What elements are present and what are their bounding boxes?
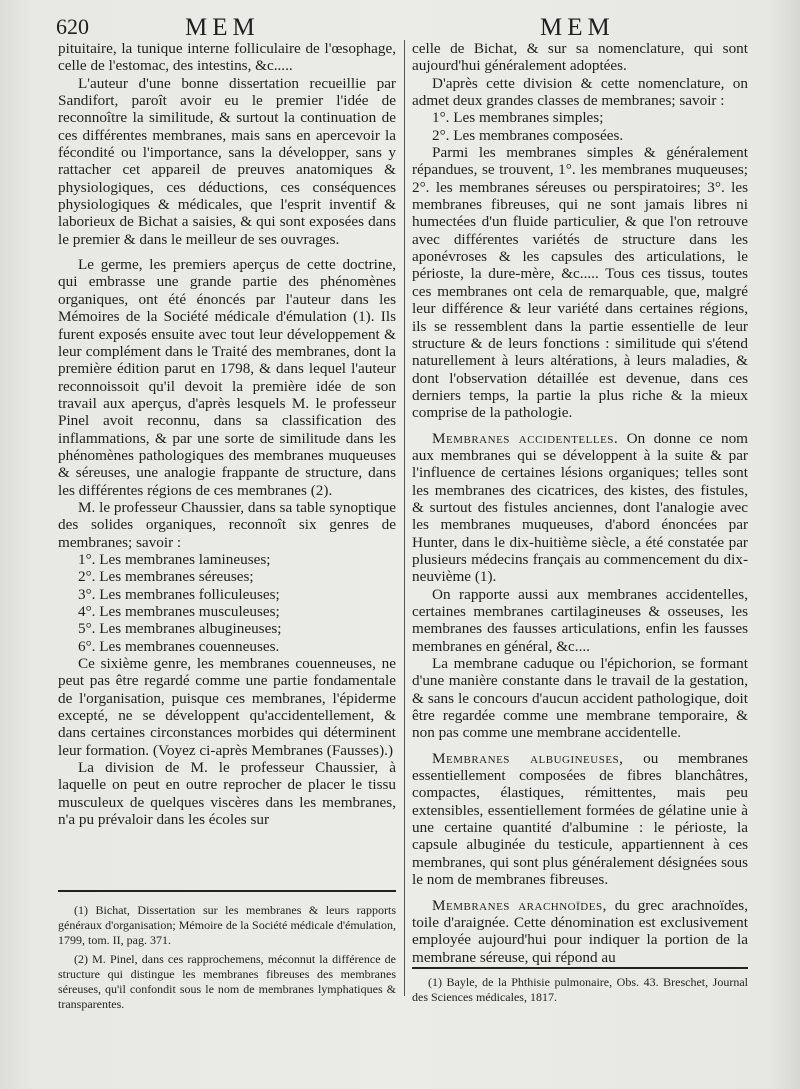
list-item: 2°. Les membranes séreuses; [78, 568, 254, 586]
list-item: 1°. Les membranes lamineuses; [78, 550, 271, 568]
entry-text: On donne ce nom aux membranes qui se développent à la suite & par l'influence de certaines lésions organiques; telles sont les membranes des cicatrices, des kistes, des fistules, & surtout des fistules anciennes, dont l'analogie avec les membranes muqueuses, d'abord énoncées par Hunter, dans le dix-huitième siècle, a été constatée par plusieurs médecins français au commencement du dix-neuvième (1). [412, 429, 748, 586]
list-item: 6°. Les membranes couenneuses. [78, 637, 280, 655]
left-column [58, 40, 396, 828]
entry-heading: Membranes arachnoïdes, [432, 896, 607, 914]
entry-albugineuses [412, 750, 748, 889]
list-item: 1°. Les membranes simples; [432, 109, 604, 127]
paragraph: Parmi les membranes simples & généralement répandues, se trouvent, 1°. les membranes muqueuses; 2°. les membranes séreuses ou perspiratoires; 3°. les membranes fibreuses, qui ne sont jamais libres ni humectées d'un fluide particulier, & que l'on retrouve avec différentes variétés de structure dans les aponévroses & les capsules des articulations, le périoste, la dure-mère, &c..... Tous ces tissus, toutes ces membranes ont cela de remarquable, que, malgré leur différence & leur variété dans certaines régions, ils se ressemblent dans la partie essentielle de leur structure & de leurs fonctions : similitude qui s'étend naturellement à leurs altérations, à leurs maladies, & dont l'observation détaillée est devenue, dans ces derniers temps, la partie la plus riche & la mieux comprise de la pathologie. [412, 144, 748, 422]
membrane-classes-list [412, 109, 748, 144]
list-item: 2°. Les membranes composées. [432, 126, 624, 144]
paragraph: Le germe, les premiers aperçus de cette doctrine, qui embrasse une grande partie des phénomènes organiques, ont été énoncés par l'auteur dans les Mémoires de la Société médicale d'émulation (1). Ils furent exposés ensuite avec tout leur développement & leur complément dans le Traité des membranes, dont la première édition parut en 1798, & dans lequel l'auteur reconnoissoit qu'il devoit la première idée de son travail aux aperçus, d'après lesquels M. le professeur Pinel avoit reconnu, dans sa classification des inflammations, & par une sorte de similitude dans les phénomènes pathologiques des membranes muqueuses & séreuses, une analogie frappante de structure, dans les différentes régions de ces membranes (2). [58, 256, 396, 499]
entry-heading: Membranes accidentelles. [432, 429, 619, 447]
running-head-right: MEM [540, 14, 615, 41]
paragraph: On rapporte aussi aux membranes accidentelles, certaines membranes cartilagineuses & osseuses, les membranes des fausses articulations, enfin les fausses membranes en général, &c.... [412, 585, 748, 655]
membrane-genres-list [58, 551, 396, 655]
running-head-left: MEM [185, 14, 260, 41]
paragraph: La division de M. le professeur Chaussier, à laquelle on peut en outre reprocher de placer le tissu musculeux de quelques viscères dans les membranes, n'a pu prévaloir dans les écoles sur [58, 759, 396, 829]
paragraph: La membrane caduque ou l'épichorion, se formant d'une manière constante dans le travail de la gestation, & sans le concours d'aucun accident pathologique, doit être regardée comme une membrane temporaire, & non pas comme une membrane accidentelle. [412, 655, 748, 742]
footnote: (1) Bayle, de la Phthisie pulmonaire, Obs. 43. Breschet, Journal des Sciences médicales, 1817. [412, 975, 748, 1004]
paragraph: D'après cette division & cette nomenclature, on admet deux grandes classes de membranes; savoir : [412, 74, 748, 110]
entry-accidentelles [412, 430, 748, 586]
footnote-rule-right [412, 967, 748, 969]
footnote: (2) M. Pinel, dans ces rapprochemens, méconnut la différence de structure qui distingue les membranes fibreuses des membranes séreuses, qu'il confondit sous le nom de membranes lymphatiques & transparentes. [58, 952, 396, 1011]
entry-arachnoides [412, 897, 748, 966]
paragraph: celle de Bichat, & sur sa nomenclature, qui sont aujourd'hui généralement adoptées. [412, 40, 748, 75]
footnotes-left [58, 903, 396, 1016]
entry-text: du grec arachnoïdes, toile d'araignée. Cette dénomination est exclusivement employée aujourd'hui pour indiquer la portion de la membrane séreuse, qui répond au [412, 896, 748, 966]
footnote: (1) Bichat, Dissertation sur les membranes & leurs rapports généraux d'organisation; Mémoire de la Société médicale d'émulation, 1799, tom. II, pag. 371. [58, 903, 396, 947]
list-item: 5°. Les membranes albugineuses; [78, 620, 282, 638]
list-item: 4°. Les membranes musculeuses; [78, 603, 280, 620]
paragraph: Ce sixième genre, les membranes couenneuses, ne peut pas être regardé comme une partie fondamentale de l'organisation, puisque ces membranes, l'épiderme excepté, ne se développent qu'accidentellement, & dans certaines circonstances morbides qui déterminent leur formation. (Voyez ci-après Membranes (Fausses).) [58, 655, 396, 759]
paragraph: L'auteur d'une bonne dissertation recueillie par Sandifort, paroît avoir eu le premier l'idée de reconnoître la similitude, & surtout la continuation de ces différentes membranes, mais sans en apercevoir la fécondité ou l'importance, sans la développer, sans y rattacher cet appareil de preuves anatomiques & physiologiques, ces déductions, ces conséquences physiologiques & médicales, que l'esprit inventif & laborieux de Bichat a saisies, & qui sont exposées dans le premier & dans le meilleur de ses ouvrages. [58, 74, 396, 248]
column-divider [404, 40, 405, 996]
page-number: 620 [56, 14, 89, 39]
right-column [412, 40, 748, 966]
list-item: 3°. Les membranes folliculeuses; [78, 585, 280, 603]
page-header [0, 12, 800, 42]
footnotes-right [412, 975, 748, 1009]
entry-text: ou membranes essentiellement composées de fibres blanchâtres, compactes, élastiques, rémittentes, mais peu extensibles, essentiellement formées de gélatine unie à une certaine quantité d'albumine : le périoste, la capsule albuginée du testicule, appartiennent à ces membranes, qui sont plus généralement désignées sous le nom de membranes fibreuses. [412, 749, 748, 889]
entry-heading: Membranes albugineuses, [432, 749, 624, 767]
paragraph: pituitaire, la tunique interne folliculaire de l'œsophage, celle de l'estomac, des intestins, &c..... [58, 40, 396, 75]
paragraph: M. le professeur Chaussier, dans sa table synoptique des solides organiques, reconnoît six genres de membranes; savoir : [58, 498, 396, 551]
footnote-rule-left [58, 890, 396, 892]
